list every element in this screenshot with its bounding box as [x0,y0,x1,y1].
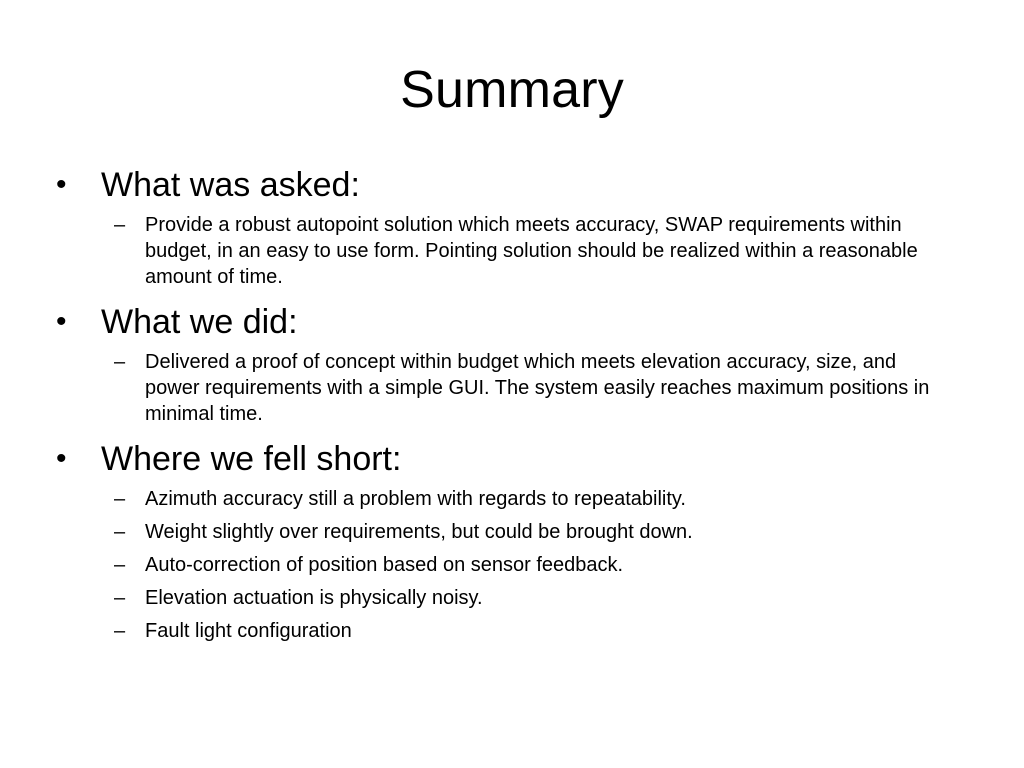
sub-bullet-list [56,486,956,644]
dash-icon: – [114,521,126,543]
sub-bullet-item [56,349,956,427]
bullet-icon: • [56,305,67,338]
bullet-icon: • [56,442,67,475]
section-where-we-fell-short [56,434,956,644]
dash-icon: – [114,554,126,576]
section-heading: What was asked: [101,166,360,204]
sub-bullet-item [56,212,956,290]
slide-title: Summary [400,61,624,119]
sub-bullet-text: Fault light configuration [145,620,352,642]
sub-bullet-text: Auto-correction of position based on sensor feedback. [145,554,624,576]
sub-bullet-item [56,585,956,611]
section-heading: What we did: [101,303,298,341]
sub-bullet-text: Elevation actuation is physically noisy. [145,587,483,609]
sub-bullet-list [56,349,956,427]
bullet-item [56,434,956,484]
bullet-icon: • [56,168,67,201]
sub-bullet-item [56,618,956,644]
sub-bullet-list [56,212,956,290]
dash-icon: – [114,587,126,609]
dash-icon: – [114,488,126,510]
dash-icon: – [114,620,126,642]
sub-bullet-text: Weight slightly over requirements, but could be brought down. [145,521,693,543]
sub-bullet-item [56,519,956,545]
section-what-was-asked [56,160,956,290]
sub-bullet-item [56,486,956,512]
section-heading: Where we fell short: [101,440,402,478]
sub-bullet-text: Provide a robust autopoint solution which meets accuracy, SWAP requirements within budget, in an easy to use form. Pointing solution should be realized within a reasonable amount of time. [145,214,918,288]
bullet-list [56,160,956,651]
bullet-item [56,160,956,210]
section-what-we-did [56,297,956,427]
sub-bullet-item [56,552,956,578]
sub-bullet-text: Azimuth accuracy still a problem with regards to repeatability. [145,488,686,510]
sub-bullet-text: Delivered a proof of concept within budget which meets elevation accuracy, size, and power requirements with a simple GUI. The system easily reaches maximum positions in minimal time. [145,351,930,425]
bullet-item [56,297,956,347]
dash-icon: – [114,214,126,236]
dash-icon: – [114,351,126,373]
